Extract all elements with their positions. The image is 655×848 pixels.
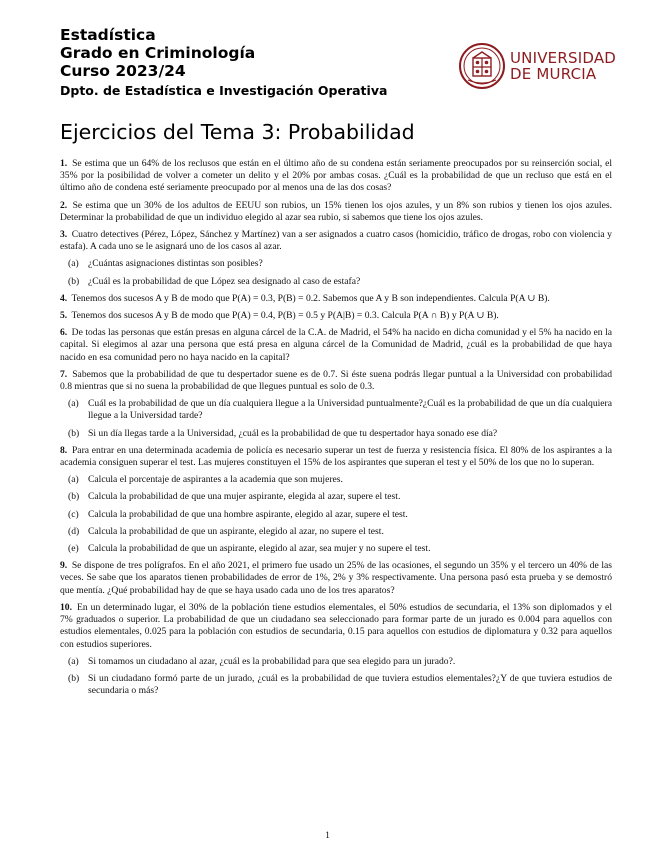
exercise-text: Sabemos que la probabilidad de que tu despertador suene es de 0.7. Si éste suena podrás llegar puntual a la Universidad con probabilidad 0.8 mientras que si no suena la probabilidad de que llegues puntual es solo de 0.3. xyxy=(60,368,612,393)
sub-question xyxy=(68,258,612,270)
exercise-number: 7. xyxy=(60,368,68,380)
page-number: 1 xyxy=(325,830,330,841)
exercise-number: 10. xyxy=(60,601,72,613)
exercise-statement xyxy=(60,158,612,195)
subject-line: Estadística xyxy=(60,26,156,44)
exercise-3 xyxy=(60,229,612,288)
sub-question-text: ¿Cuál es la probabilidad de que López sea designado al caso de estafa? xyxy=(88,275,361,287)
exercise-1 xyxy=(60,158,612,195)
exercise-statement xyxy=(60,229,612,253)
sub-question-text: Calcula la probabilidad de que una hombre aspirante, elegido al azar, supere el test. xyxy=(88,508,408,520)
exercise-number: 8. xyxy=(60,444,68,456)
sub-question-label: (c) xyxy=(68,508,79,520)
sub-question-text: Si un ciudadano formó parte de un jurado, ¿cuál es la probabilidad de que tuviera estudios elementales?¿Y de que tuviera estudios de secundaria o más? xyxy=(88,672,612,697)
page-title: Ejercicios del Tema 3: Probabilidad xyxy=(60,120,415,144)
exercise-text: Para entrar en una determinada academia de policía es necesario superar un test de fuerza y resistencia física. El 80% de los aspirantes a la academia consiguen superar el test. Las mujeres constituyen el 15% de los aspirantes que superan el test y el 50% de los que no lo superan. xyxy=(60,444,612,469)
exercise-4 xyxy=(60,293,612,305)
sub-question xyxy=(68,509,612,521)
university-seal-icon xyxy=(458,42,506,90)
sub-question-label: (a) xyxy=(68,474,79,486)
sub-question xyxy=(68,276,612,288)
exercise-number: 6. xyxy=(60,327,68,339)
exercise-text: Se estima que un 30% de los adultos de EEUU son rubios, un 15% tienen los ojos azules, y un 8% son rubios y tienen los ojos azules. Determinar la probabilidad de que un individuo elegido al azar sea rubio, si sabemos que tiene los ojos azules. xyxy=(60,199,612,223)
sub-question-label: (e) xyxy=(68,543,79,555)
exercise-number: 1. xyxy=(60,158,68,169)
exercise-statement xyxy=(60,327,612,364)
exercise-statement xyxy=(60,310,612,322)
sub-question-label: (a) xyxy=(68,398,79,410)
university-name xyxy=(510,50,616,82)
sub-question-text: Calcula la probabilidad de que un aspirante, elegido al azar, no supere el test. xyxy=(88,525,384,537)
sub-question xyxy=(68,491,612,503)
exercise-text: Cuatro detectives (Pérez, López, Sánchez y Martínez) van a ser asignados a cuatro casos (homicidio, tráfico de drogas, robo con violencia y estafa). A cada uno se le asignará uno de los casos al azar. xyxy=(60,229,612,253)
sub-question-text: Si un día llegas tarde a la Universidad, ¿cuál es la probabilidad de que tu despertador haya sonado ese día? xyxy=(88,427,498,439)
exercise-text: En un determinado lugar, el 30% de la población tiene estudios elementales, el 50% estudios de secundaria, el 13% son diplomados y el 7% graduados o superior. La probabilidad de que un ciudadano sea seleccionado para formar parte de un jurado es 0.004 para aquellos con estudios elementales, 0.025 para la población con estudios de secundaria, 0.15 para aquellos con estudios de diplomatura y 0.32 para aquellos con estudios superiores. xyxy=(60,601,612,650)
sub-question-label: (a) xyxy=(68,258,79,270)
university-logo xyxy=(458,42,640,102)
exercise-number: 9. xyxy=(60,560,68,572)
exercise-number: 4. xyxy=(60,292,68,304)
exercise-text: Tenemos dos sucesos A y B de modo que P(A) = 0.3, P(B) = 0.2. Sabemos que A y B son independientes. Calcula P(A ∪ B). xyxy=(71,292,550,304)
sub-question-label: (b) xyxy=(68,427,80,439)
sub-question xyxy=(68,526,612,538)
exercise-number: 5. xyxy=(60,310,68,322)
sub-question xyxy=(68,428,612,440)
exercise-text: Se estima que un 64% de los reclusos que están en el último año de su condena están seriamente preocupados por su reinserción social, el 35% por la posibilidad de volver a cometer un delito y el 20% por ambas cosas. ¿Cuál es la probabilidad de que un recluso que está en el último año de condena esté seriamente preocupado por al menos una de las dos cosas? xyxy=(60,158,612,194)
exercise-2 xyxy=(60,200,612,224)
sub-question xyxy=(68,474,612,486)
exercise-8 xyxy=(60,445,612,555)
exercise-number: 3. xyxy=(60,229,68,241)
sub-question-label: (b) xyxy=(68,275,80,287)
sub-question-text: Si tomamos un ciudadano al azar, ¿cuál es la probabilidad para que sea elegido para un jurado?. xyxy=(88,655,456,667)
sub-question xyxy=(68,656,612,668)
exercise-text: Se dispone de tres polígrafos. En el año 2021, el primero fue usado un 25% de las ocasiones, el segundo un 35% y el tercero un 40% de las veces. Se sabe que los aparatos tienen probabilidades de error de 1%, 2% y 3% respectivamente. Una persona pasó esta prueba y se demostró que mentía. ¿Qué probabilidad hay de que se haya usado cada uno de los tres aparatos? xyxy=(60,560,612,596)
exercise-number: 2. xyxy=(60,199,68,211)
university-name-line1: UNIVERSIDAD xyxy=(510,49,617,67)
sub-question-text: Calcula la probabilidad de que un aspirante, elegido al azar, sea mujer y no supere el test. xyxy=(88,543,431,555)
exercise-5 xyxy=(60,310,612,322)
university-name-line2: DE MURCIA xyxy=(510,65,597,83)
exercise-list xyxy=(60,158,612,702)
degree-line: Grado en Criminología xyxy=(60,44,256,62)
exercise-6 xyxy=(60,327,612,364)
exercise-statement xyxy=(60,293,612,305)
exercise-7 xyxy=(60,369,612,440)
exercise-statement xyxy=(60,369,612,393)
sub-question-label: (b) xyxy=(68,491,80,503)
document-header xyxy=(60,26,640,106)
exercise-text: De todas las personas que están presas en alguna cárcel de la C.A. de Madrid, el 54% ha nacido en dicha comunidad y el 5% ha nacido en la capital. Si elegimos al azar una persona que está presa en alguna cárcel de la Comunidad de Madrid, ¿cuál es la probabilidad de que haya nacido en esa comunidad pero no haya nacido en la capital? xyxy=(60,327,612,363)
sub-question xyxy=(68,398,612,422)
sub-question-label: (b) xyxy=(68,672,80,684)
course-line: Curso 2023/24 xyxy=(60,62,186,80)
sub-question-text: ¿Cuántas asignaciones distintas son posibles? xyxy=(88,258,263,270)
sub-question-label: (d) xyxy=(68,525,80,537)
exercise-10 xyxy=(60,602,612,697)
exercise-9 xyxy=(60,560,612,597)
sub-question-label: (a) xyxy=(68,655,79,667)
sub-question-text: Cuál es la probabilidad de que un día cualquiera llegue a la Universidad puntualmente?¿Cuál es la probabilidad de que un día cualquiera llegue a la Universidad tarde? xyxy=(88,398,613,422)
sub-question xyxy=(68,673,612,697)
exercise-statement xyxy=(60,200,612,224)
exercise-statement xyxy=(60,602,612,651)
exercise-text: Tenemos dos sucesos A y B de modo que P(A) = 0.4, P(B) = 0.5 y P(A|B) = 0.3. Calcula P(A ∩ B) y P(A ∪ B). xyxy=(71,310,499,322)
course-info xyxy=(60,26,387,99)
exercise-statement xyxy=(60,560,612,597)
sub-question-text: Calcula la probabilidad de que una mujer aspirante, elegida al azar, supere el test. xyxy=(88,491,401,503)
sub-question xyxy=(68,543,612,555)
exercise-statement xyxy=(60,445,612,469)
sub-question-text: Calcula el porcentaje de aspirantes a la academia que son mujeres. xyxy=(88,474,343,486)
department-line: Dpto. de Estadística e Investigación Operativa xyxy=(60,83,388,98)
